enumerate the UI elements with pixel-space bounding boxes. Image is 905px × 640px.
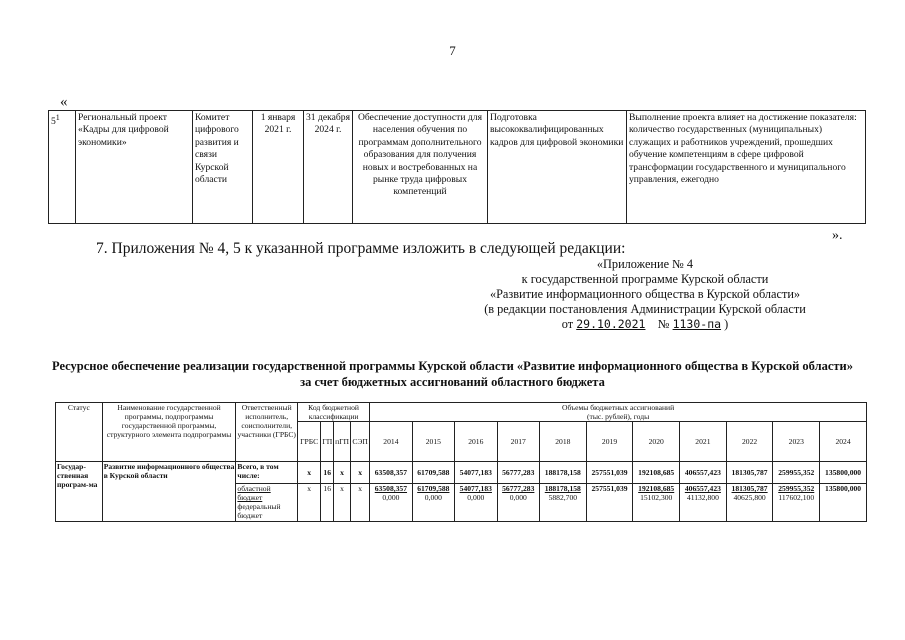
value-cell: 406557,423 41132,800 [680, 484, 727, 522]
value-cell: 63508,357 0,000 [370, 484, 412, 522]
project-end: 31 декабря 2024 г. [304, 111, 353, 224]
row-status: Государ-ственная програм-ма [56, 462, 103, 522]
resource-table [55, 402, 867, 522]
table-row [49, 111, 866, 224]
row-responsible: областной бюджет федеральный бюджет [236, 484, 298, 522]
row-name: Развитие информационного общества в Курской области [102, 462, 236, 522]
appendix-line: к государственной программе Курской области [521, 272, 769, 286]
col-grbs: ГРБС [297, 422, 320, 462]
col-gp: ГП [321, 422, 334, 462]
col-year: 2015 [412, 422, 454, 462]
value-cell: 259955,352 117602,100 [773, 484, 820, 522]
col-classification: Код бюджетной классификации [297, 403, 369, 422]
value-cell: 56777,283 [497, 462, 539, 484]
col-year: 2024 [820, 422, 867, 462]
value-cell: 257551,039 [586, 462, 633, 484]
value-cell: 54077,183 [455, 462, 497, 484]
col-sep: СЭП [351, 422, 370, 462]
project-result: Подготовка высококвалифицированных кадров для цифровой экономики [488, 111, 627, 224]
value-cell: 188178,158 5882,700 [539, 484, 586, 522]
value-cell: 406557,423 [680, 462, 727, 484]
open-quote: « [60, 94, 68, 110]
project-name: Региональный проект «Кадры для цифровой экономики» [76, 111, 193, 224]
value-cell: 259955,352 [773, 462, 820, 484]
col-responsible: Ответственный исполнитель, соисполнители, участники (ГРБС) [236, 403, 298, 462]
col-year: 2020 [633, 422, 680, 462]
value-cell: 54077,183 0,000 [455, 484, 497, 522]
appendix-line: «Приложение № 4 [596, 257, 694, 271]
instruction-text: 7. Приложения № 4, 5 к указанной программе изложить в следующей редакции: [96, 240, 626, 257]
value-cell: 257551,039 [586, 484, 633, 522]
col-name: Наименование государственной программы, подпрограммы государственной программы, структурного элемента подпрограммы [102, 403, 236, 462]
project-goal: Обеспечение доступности для населения обучения по программам дополнительного образования для получения новых и востребованных на рынке труда цифровых компетенций [353, 111, 488, 224]
value-cell: 188178,158 [539, 462, 586, 484]
col-year: 2023 [773, 422, 820, 462]
project-effect: Выполнение проекта влияет на достижение показателя: количество государственных (муниципальных) служащих и работников учреждений, прошедших обучение компетенциям в сфере цифровой трансформации государственного и муниципального управления, ежегодно [627, 111, 866, 224]
value-cell: 56777,283 0,000 [497, 484, 539, 522]
value-cell: 63508,357 [370, 462, 412, 484]
value-cell: 192108,685 15102,300 [633, 484, 680, 522]
appendix-date: 29.10.2021 [576, 317, 646, 331]
col-year: 2021 [680, 422, 727, 462]
value-cell: 181305,787 [726, 462, 773, 484]
col-year: 2017 [497, 422, 539, 462]
value-cell: 135800,000 [820, 462, 867, 484]
appendix-header [470, 257, 820, 332]
col-volumes: Объемы бюджетных ассигнований (тыс. рублей), годы [370, 403, 867, 422]
close-quote: ». [832, 228, 843, 243]
col-pgp: пГП [334, 422, 351, 462]
section-heading: Ресурсное обеспечение реализации государственной программы Курской области «Развитие информационного общества в Курской области» за счет бюджетных ассигнований областного бюджета [51, 359, 853, 389]
row-responsible: Всего, в том числе: [236, 462, 298, 484]
col-year: 2016 [455, 422, 497, 462]
appendix-line: (в редакции постановления Администрации Курской области [484, 302, 806, 316]
table-header-row [56, 403, 867, 422]
project-executor: Комитет цифрового развития и связи Курской области [193, 111, 253, 224]
project-number: $5^1$ [49, 111, 76, 224]
value-cell: 192108,685 [633, 462, 680, 484]
table-row: областной бюджет федеральный бюджет х 16 х х 63508,357 0,000 61709,588 0,000 54077,183 0,000 56777,283 0,000 188178,158 5882,700 257551,039 192108,685 15102,300 406557,423 41132,800 181305,787 40625,800 259955,352 117602,100 135800,000 [56, 484, 867, 522]
project-table [48, 110, 866, 224]
table-row: Государ-ственная програм-ма Развитие информационного общества в Курской области Всего, в том числе: х 16 х х 63508,357 61709,588 54077,183 56777,283 188178,158 257551,039 192108,685 406557,423 181305,787 259955,352 135800,000 [56, 462, 867, 484]
appendix-number: 1130-па [672, 317, 722, 331]
value-cell: 135800,000 [820, 484, 867, 522]
col-year: 2022 [726, 422, 773, 462]
col-status: Статус [56, 403, 103, 462]
page-number: 7 [449, 43, 456, 58]
project-start: 1 января 2021 г. [253, 111, 304, 224]
value-cell: 61709,588 [412, 462, 454, 484]
appendix-line: «Развитие информационного общества в Курской области» [489, 287, 801, 301]
value-cell: 61709,588 0,000 [412, 484, 454, 522]
appendix-date-line: от 29.10.2021 № 1130-па ) [561, 317, 729, 331]
col-year: 2018 [539, 422, 586, 462]
col-year: 2014 [370, 422, 412, 462]
col-year: 2019 [586, 422, 633, 462]
value-cell: 181305,787 40625,800 [726, 484, 773, 522]
